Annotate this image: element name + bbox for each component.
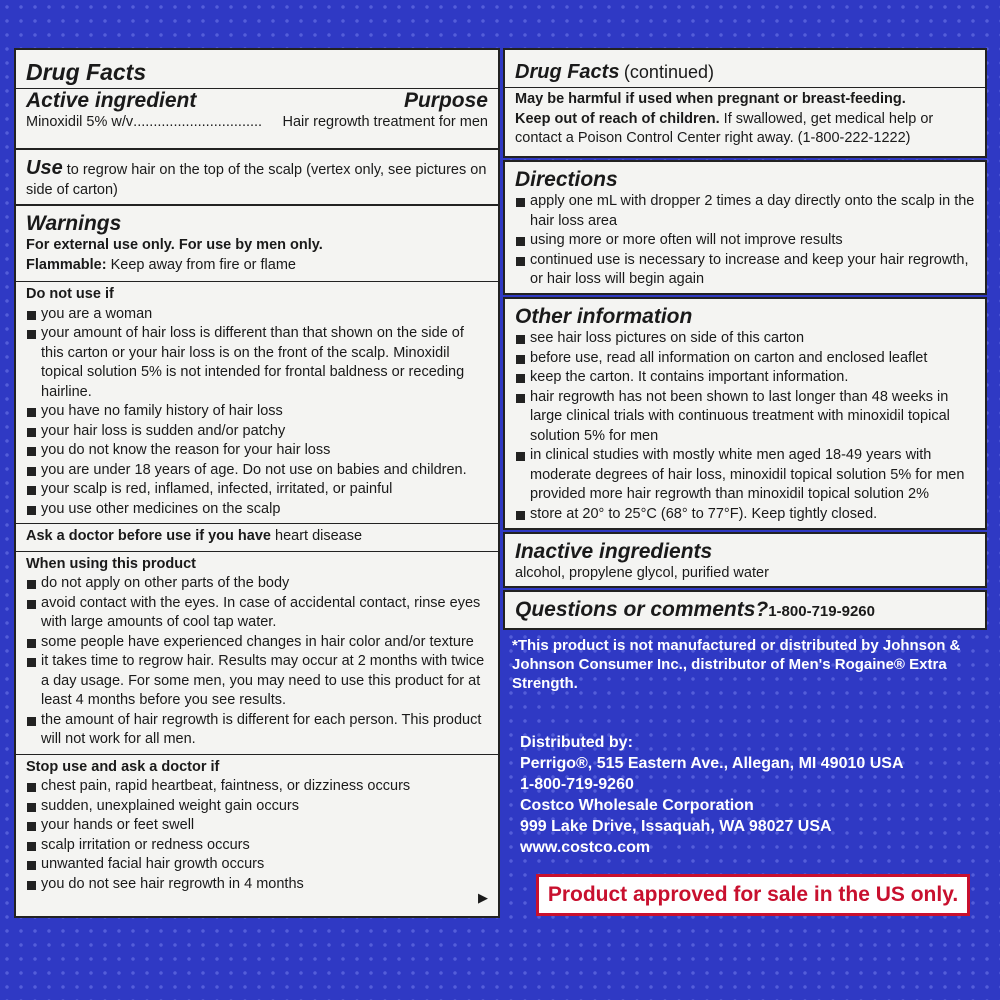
list-item: your hair loss is sudden and/or patchy: [26, 422, 488, 442]
list-item: you do not see hair regrowth in 4 months: [26, 875, 488, 895]
continued-label: (continued): [623, 62, 714, 82]
directions-section: [503, 160, 987, 295]
purpose-heading: Purpose: [403, 89, 488, 112]
use-section: [16, 150, 498, 206]
questions-section: [503, 590, 987, 630]
active-heading-row: [26, 89, 488, 113]
list-item: your amount of hair loss is different than that shown on the side of this carton or your hair loss is on the front of the scalp. Minoxidil topical solution 5% is not intended for frontal baldness or receding hairline.: [26, 324, 488, 402]
warnings-section: [16, 206, 498, 898]
active-ingredient-value: Minoxidil 5% w/v: [26, 114, 134, 130]
continue-arrow-icon: ▶: [478, 890, 488, 905]
stop-use-heading: Stop use and ask a doctor if: [26, 758, 220, 775]
drug-facts-continued-section: [503, 48, 987, 158]
distributor-block: [520, 732, 904, 858]
list-item: it takes time to regrow hair. Results may occur at 2 months with twice a day usage. For some men, you may need to use this product for at least 4 months before you see results.: [26, 652, 488, 711]
ask-doctor-label: Ask a doctor before use if you have: [26, 528, 271, 544]
list-item: keep the carton. It contains important information.: [515, 368, 975, 388]
purpose-value: Hair regrowth treatment for men: [282, 114, 488, 130]
flammable-text: Keep away from fire or flame: [110, 256, 296, 273]
external-use-warning: For external use only. For use by men only.: [26, 237, 323, 253]
list-item: chest pain, rapid heartbeat, faintness, or dizziness occurs: [26, 777, 488, 797]
list-item: sudden, unexplained weight gain occurs: [26, 797, 488, 817]
other-information-section: [503, 297, 987, 530]
list-item: you use other medicines on the scalp: [26, 500, 488, 520]
list-item: your hands or feet swell: [26, 816, 488, 836]
list-item: hair regrowth has not been shown to last longer than 48 weeks in large clinical trials with continuous treatment with minoxidil topical solution 5% for men: [515, 388, 975, 447]
list-item: unwanted facial hair growth occurs: [26, 855, 488, 875]
pregnancy-warning: May be harmful if used when pregnant or breast-feeding.: [515, 91, 906, 107]
drug-facts-continued-title: Drug Facts: [515, 61, 620, 83]
drug-facts-title: Drug Facts: [26, 59, 147, 85]
list-item: in clinical studies with mostly white men aged 18-49 years with moderate degrees of hair loss, minoxidil topical solution 5% for men provided more hair regrowth than minoxidil topical solution 2%: [515, 446, 975, 505]
divider: [505, 87, 985, 88]
list-item: store at 20° to 25°C (68° to 77°F). Keep tightly closed.: [515, 505, 975, 525]
list-item: continued use is necessary to increase and keep your hair regrowth, or hair loss will begin again: [515, 251, 975, 290]
use-heading: Use: [26, 157, 63, 179]
list-item: you have no family history of hair loss: [26, 402, 488, 422]
list-item: before use, read all information on carton and enclosed leaflet: [515, 349, 975, 369]
distributor-label: Distributed by:: [520, 734, 633, 751]
directions-heading: Directions: [515, 168, 618, 191]
questions-heading: Questions or comments?: [515, 598, 769, 621]
list-item: avoid contact with the eyes. In case of accidental contact, rinse eyes with large amounts of cool tap water.: [26, 594, 488, 633]
list-item: some people have experienced changes in hair color and/or texture: [26, 633, 488, 653]
dot-leader: ................................: [133, 114, 263, 130]
list-item: using more or more often will not improve results: [515, 231, 975, 251]
retailer-address: 999 Lake Drive, Issaquah, WA 98027 USA: [520, 818, 832, 835]
drug-facts-header-section: [16, 50, 498, 150]
warnings-heading: Warnings: [26, 212, 122, 235]
do-not-use-subsection: [16, 281, 498, 519]
when-using-heading: When using this product: [26, 555, 196, 572]
drug-facts-panel-left: [14, 48, 500, 918]
flammable-label: Flammable:: [26, 256, 107, 273]
list-item: you are under 18 years of age. Do not use on babies and children.: [26, 461, 488, 481]
inactive-ingredients-section: [503, 532, 987, 588]
approved-for-sale-badge: Product approved for sale in the US only.: [536, 874, 970, 916]
list-item: scalp irritation or redness occurs: [26, 836, 488, 856]
keep-out-of-reach-text: If swallowed, get medical help or contact a Poison Control Center right away. (1-800-222-1222): [515, 110, 934, 146]
list-item: your scalp is red, inflamed, infected, irritated, or painful: [26, 480, 488, 500]
ask-doctor-subsection: [16, 523, 498, 547]
list-item: do not apply on other parts of the body: [26, 574, 488, 594]
stop-use-subsection: [16, 754, 498, 895]
other-information-heading: Other information: [515, 305, 693, 328]
retailer-website: www.costco.com: [520, 839, 651, 856]
list-item: see hair loss pictures on side of this carton: [515, 329, 975, 349]
retailer-name: Costco Wholesale Corporation: [520, 797, 754, 814]
do-not-use-heading: Do not use if: [26, 286, 114, 302]
list-item: you are a woman: [26, 305, 488, 325]
distributor-address: Perrigo®, 515 Eastern Ave., Allegan, MI 49010 USA: [520, 755, 904, 772]
use-text: to regrow hair on the top of the scalp (vertex only, see pictures on side of carton): [26, 162, 487, 198]
distributor-phone: 1-800-719-9260: [520, 776, 634, 793]
inactive-ingredients-heading: Inactive ingredients: [515, 540, 713, 563]
when-using-subsection: [16, 551, 498, 750]
disclaimer-note: *This product is not manufactured or distributed by Johnson & Johnson Consumer Inc., distributor of Men's Rogaine® Extra Strength.: [512, 637, 961, 692]
list-item: you do not know the reason for your hair loss: [26, 441, 488, 461]
list-item: apply one mL with dropper 2 times a day directly onto the scalp in the hair loss area: [515, 192, 975, 231]
ask-doctor-text: heart disease: [275, 528, 363, 544]
inactive-ingredients-text: alcohol, propylene glycol, purified water: [515, 565, 769, 581]
active-ingredient-row: [26, 113, 488, 133]
active-ingredient-heading: Active ingredient: [26, 89, 197, 112]
questions-phone: 1-800-719-9260: [768, 603, 875, 620]
list-item: the amount of hair regrowth is different for each person. This product will not work for all men.: [26, 711, 488, 750]
keep-out-of-reach-label: Keep out of reach of children.: [515, 110, 720, 127]
